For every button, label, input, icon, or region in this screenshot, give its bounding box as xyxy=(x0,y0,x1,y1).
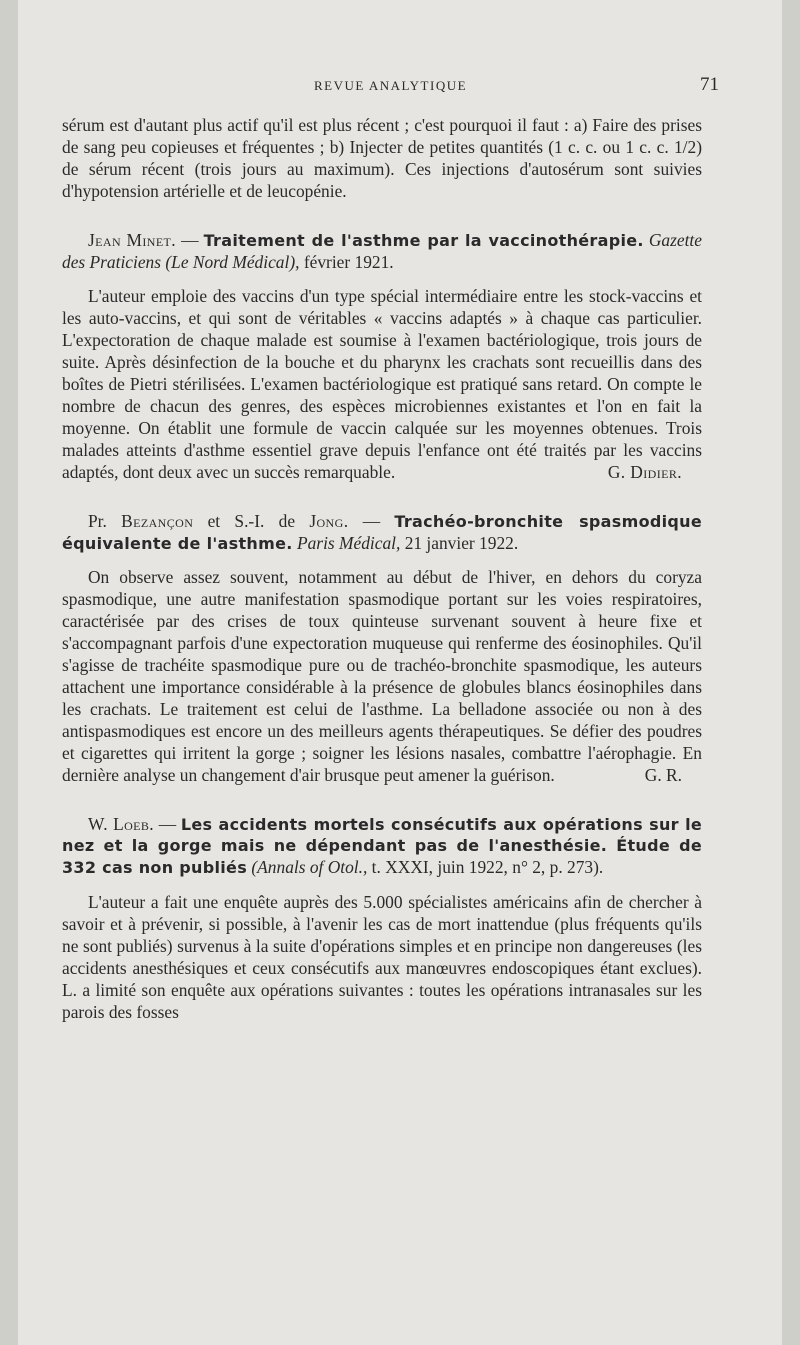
review-citation: Pr. Bezançon et S.-I. de Jong. — Trachéo-bronchite spasmodique équivalente de l'asthme. Paris Médical, 21 janvier 1922. xyxy=(62,510,702,553)
review-author: Bezançon xyxy=(121,510,194,531)
review-source: Paris Médical, xyxy=(296,532,401,553)
review-title: Trachéo-bronchite spasmodique équivalente de l'asthme. xyxy=(62,511,702,553)
review-citation: Jean Minet. — Traitement de l'asthme par la vaccinothérapie. Gazette des Praticiens (Le Nord Médical), février 1921. xyxy=(62,229,702,272)
running-title: REVUE ANALYTIQUE xyxy=(314,78,468,93)
article-text xyxy=(62,115,702,1024)
review-signature: G. R. xyxy=(644,764,682,785)
review-date: t. XXXI, juin 1922, n° 2, p. 273). xyxy=(367,857,604,878)
page-number: 71 xyxy=(700,74,719,95)
page-header xyxy=(18,74,782,100)
review-date: 21 janvier 1922. xyxy=(400,532,519,553)
page xyxy=(18,0,782,1345)
review-title: Traitement de l'asthme par la vaccinothérapie. xyxy=(203,230,644,250)
review-signature: G. Didier. xyxy=(607,461,682,482)
review-source: (Annals of Otol., xyxy=(251,857,368,878)
review-loeb xyxy=(62,814,702,1024)
review-body: L'auteur a fait une enquête auprès des 5.000 spécialistes américains afin de chercher à savoir et à prévenir, si possible, à l'avenir les cas de mort inattendue (plus fréquents qu'ils ne sont publiés) survenus à la suite d'opérations simples et en principe non dangereuses (les accidents anesthésiques et ceux consécutifs aux manœuvres endoscopiques étant exclues). L. a limité son enquête aux opérations suivantes : toutes les opérations intranasales sur les parois des fosses xyxy=(62,892,702,1022)
review-date: février 1921. xyxy=(299,251,394,272)
review-author: Jean Minet. xyxy=(88,229,177,250)
review-body: L'auteur emploie des vaccins d'un type spécial intermédiaire entre les stock-vaccins et les auto-vaccins, et qui sont de véritables « vaccins adaptés » à chaque cas particulier. L'expectoration de chaque malade est soumise à l'examen bactériologique, trois jours de suite. Après désinfection de la bouche et du pharynx les crachats sont recueillis dans des boîtes de Pietri stérilisées. L'examen bactériologique est pratiqué sans retard. On compte le nombre de chacun des genres, des espèces microbiennes existantes et l'on en fait la moyenne. On établit une formule de vaccin calquée sur les moyennes obtenues. Trois malades atteints d'asthme essentiel grave depuis l'enfance ont été traités par les vaccins adaptés, dont deux avec un succès remarquable. xyxy=(62,286,702,482)
review-title: Les accidents mortels consécutifs aux opérations sur le nez et la gorge mais ne dépendant pas de l'anesthésie. Étude de 332 cas non publiés xyxy=(62,814,703,878)
review-author: W. Loeb. xyxy=(88,813,155,834)
review-bezancon xyxy=(62,511,702,787)
intro-paragraph: sérum est d'autant plus actif qu'il est plus récent ; c'est pourquoi il faut : a) Faire des prises de sang peu copieuses et fréquentes ; b) Injecter de petites quantités (1 c. c. ou 1 c. c. 1/2) de sérum récent (trois jours au maximum). Ces injections d'autosérum sont suivies d'hypotension artérielle et de leucopénie. xyxy=(62,115,702,201)
review-body: On observe assez souvent, notamment au début de l'hiver, en dehors du coryza spasmodique, une autre manifestation spasmodique portant sur les voies respiratoires, caractérisée par des crises de toux quinteuse survenant souvent à heure fixe et s'accompagnant parfois d'une expectoration muqueuse qui renferme des éosinophiles. Qu'il s'agisse de trachéite spasmodique pure ou de trachéo-bronchite spasmodique, les auteurs attachent une importance considérable à la présence de globules blancs éosinophiles dans les crachats. Le traitement est celui de l'asthme. La belladone associée ou non à des antispasmodiques est encore un des meilleurs agents thérapeutiques. Se défier des poudres et cigarettes qui irritent la gorge ; soigner les lésions nasales, combattre l'aérophagie. En dernière analyse un changement d'air brusque peut amener la guérison. xyxy=(62,567,702,785)
review-source: Gazette des Praticiens (Le Nord Médical), xyxy=(62,229,702,272)
review-citation: W. Loeb. — Les accidents mortels consécutifs aux opérations sur le nez et la gorge mais ne dépendant pas de l'anesthésie. Étude de 332 cas non publiés (Annals of Otol., t. XXXI, juin 1922, n° 2, p. 273). xyxy=(62,813,703,878)
review-minet xyxy=(62,230,702,484)
review-author-2: Jong. xyxy=(309,510,349,531)
